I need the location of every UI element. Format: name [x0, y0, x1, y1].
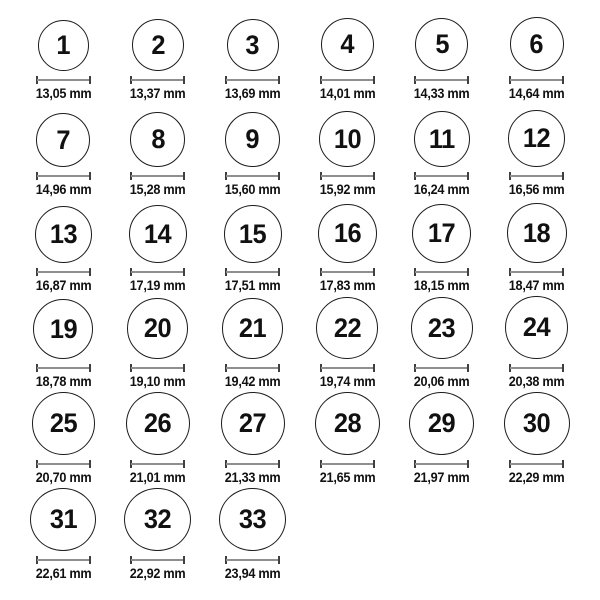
diameter-label: 19,10 mm	[130, 374, 186, 390]
ring-size-item	[489, 392, 584, 488]
diameter-label: 15,60 mm	[224, 182, 281, 198]
ring-size-number: 32	[144, 504, 172, 535]
ring-size-item	[205, 200, 300, 296]
dimension-bar	[415, 175, 468, 177]
ring-size-item	[16, 104, 111, 200]
diameter-dimension-line	[320, 460, 375, 468]
dimension-bar	[131, 79, 184, 81]
ring-size-item	[16, 200, 111, 296]
ring-size-number: 20	[144, 313, 172, 344]
ring-size-item	[16, 296, 111, 392]
diameter-label: 23,94 mm	[224, 566, 281, 582]
ring-size-item	[300, 392, 395, 488]
diameter-dimension-line	[36, 268, 91, 276]
dimension-right-tick	[278, 268, 280, 276]
diameter-dimension-line	[225, 172, 280, 180]
dimension-right-tick	[562, 172, 564, 180]
ring-size-number: 31	[49, 504, 77, 535]
ring-circle	[132, 19, 184, 71]
diameter-dimension-line	[414, 268, 469, 276]
diameter-dimension-line	[414, 460, 469, 468]
dimension-bar	[510, 367, 563, 369]
ring-size-number: 15	[238, 218, 267, 249]
dimension-right-tick	[278, 556, 280, 564]
diameter-dimension-line	[130, 76, 185, 84]
dimension-right-tick	[183, 172, 185, 180]
ring-size-item	[489, 296, 584, 392]
ring-circle	[321, 18, 374, 71]
ring-size-item	[300, 104, 395, 200]
diameter-label: 18,78 mm	[35, 374, 92, 390]
dimension-bar	[415, 463, 468, 465]
dimension-bar	[37, 271, 90, 273]
dimension-right-tick	[467, 268, 469, 276]
diameter-label: 21,97 mm	[414, 470, 470, 486]
ring-size-item	[205, 8, 300, 104]
dimension-bar	[321, 463, 374, 465]
ring-circle	[319, 111, 375, 167]
dimension-right-tick	[562, 460, 564, 468]
ring-size-number: 27	[238, 408, 267, 439]
dimension-bar	[37, 79, 90, 81]
diameter-label: 14,64 mm	[508, 86, 565, 102]
ring-circle	[221, 392, 285, 455]
ring-size-number: 7	[56, 124, 71, 155]
ring-circle	[35, 206, 92, 263]
dimension-right-tick	[183, 460, 185, 468]
diameter-label: 13,37 mm	[130, 86, 186, 102]
ring-size-item	[205, 488, 300, 584]
ring-circle	[505, 296, 568, 359]
dimension-right-tick	[89, 268, 91, 276]
ring-size-number: 14	[144, 218, 172, 249]
ring-size-number: 2	[151, 29, 165, 60]
dimension-right-tick	[467, 460, 469, 468]
diameter-dimension-line	[509, 172, 564, 180]
ring-circle	[33, 299, 93, 359]
ring-size-number: 28	[333, 408, 361, 439]
ring-circle	[415, 18, 468, 71]
dimension-bar	[510, 271, 563, 273]
dimension-right-tick	[467, 76, 469, 84]
diameter-label: 21,33 mm	[224, 470, 281, 486]
ring-size-number: 16	[333, 218, 361, 249]
ring-circle	[129, 205, 187, 263]
diameter-dimension-line	[36, 172, 91, 180]
ring-size-number: 9	[245, 124, 260, 155]
dimension-right-tick	[183, 556, 185, 564]
ring-size-number: 19	[49, 313, 77, 344]
ring-size-number: 17	[428, 218, 456, 249]
ring-size-item	[111, 200, 206, 296]
ring-size-item	[111, 488, 206, 584]
dimension-right-tick	[373, 172, 375, 180]
dimension-bar	[131, 271, 184, 273]
ring-circle	[412, 204, 471, 263]
dimension-bar	[37, 559, 90, 561]
diameter-dimension-line	[130, 556, 185, 564]
diameter-dimension-line	[36, 76, 91, 84]
diameter-label: 14,01 mm	[319, 86, 376, 102]
diameter-dimension-line	[509, 76, 564, 84]
dimension-right-tick	[183, 268, 185, 276]
diameter-label: 15,92 mm	[319, 182, 376, 198]
diameter-dimension-line	[36, 460, 91, 468]
dimension-bar	[131, 559, 184, 561]
diameter-dimension-line	[130, 364, 185, 372]
dimension-bar	[226, 463, 279, 465]
diameter-label: 21,65 mm	[319, 470, 376, 486]
dimension-bar	[131, 175, 184, 177]
dimension-right-tick	[373, 364, 375, 372]
dimension-right-tick	[373, 460, 375, 468]
dimension-right-tick	[562, 364, 564, 372]
ring-circle	[130, 112, 185, 167]
dimension-right-tick	[278, 364, 280, 372]
diameter-dimension-line	[414, 364, 469, 372]
diameter-label: 20,06 mm	[414, 374, 470, 390]
ring-size-item	[395, 200, 490, 296]
dimension-bar	[226, 559, 279, 561]
ring-size-number: 4	[340, 29, 355, 60]
diameter-dimension-line	[225, 364, 280, 372]
diameter-label: 14,33 mm	[414, 86, 470, 102]
diameter-dimension-line	[130, 460, 185, 468]
diameter-label: 22,92 mm	[130, 566, 186, 582]
dimension-right-tick	[278, 460, 280, 468]
ring-size-number: 13	[49, 219, 77, 250]
dimension-right-tick	[278, 76, 280, 84]
ring-size-item	[111, 8, 206, 104]
ring-size-number: 6	[529, 28, 544, 59]
diameter-label: 22,29 mm	[508, 470, 565, 486]
ring-size-item	[111, 296, 206, 392]
ring-size-item	[16, 8, 111, 104]
dimension-right-tick	[467, 172, 469, 180]
dimension-right-tick	[183, 76, 185, 84]
dimension-bar	[510, 463, 563, 465]
ring-size-item	[205, 296, 300, 392]
ring-size-number: 21	[238, 313, 267, 344]
ring-size-number: 11	[429, 123, 455, 154]
dimension-bar	[510, 79, 563, 81]
diameter-dimension-line	[509, 460, 564, 468]
ring-circle	[414, 111, 470, 167]
dimension-right-tick	[89, 76, 91, 84]
dimension-bar	[226, 367, 279, 369]
diameter-label: 17,83 mm	[319, 278, 376, 294]
diameter-label: 15,28 mm	[130, 182, 186, 198]
diameter-label: 16,87 mm	[35, 278, 92, 294]
ring-size-number: 33	[238, 504, 267, 535]
ring-size-item	[395, 392, 490, 488]
diameter-dimension-line	[414, 172, 469, 180]
ring-circle	[227, 19, 279, 71]
ring-size-number: 29	[428, 408, 456, 439]
dimension-right-tick	[373, 268, 375, 276]
diameter-label: 16,24 mm	[414, 182, 470, 198]
ring-size-item	[300, 200, 395, 296]
ring-circle	[225, 112, 280, 167]
dimension-bar	[321, 367, 374, 369]
ring-size-number: 5	[435, 29, 449, 60]
ring-size-item	[205, 104, 300, 200]
dimension-bar	[415, 367, 468, 369]
ring-size-item	[16, 488, 111, 584]
ring-size-item	[489, 200, 584, 296]
ring-size-item	[111, 392, 206, 488]
dimension-bar	[131, 367, 184, 369]
diameter-label: 19,74 mm	[319, 374, 376, 390]
diameter-label: 21,01 mm	[130, 470, 186, 486]
ring-size-number: 25	[49, 408, 77, 439]
diameter-label: 20,38 mm	[508, 374, 565, 390]
ring-circle	[409, 392, 474, 455]
dimension-bar	[321, 271, 374, 273]
diameter-label: 17,51 mm	[224, 278, 281, 294]
diameter-dimension-line	[225, 460, 280, 468]
diameter-dimension-line	[320, 364, 375, 372]
dimension-right-tick	[89, 172, 91, 180]
dimension-right-tick	[183, 364, 185, 372]
dimension-bar	[226, 175, 279, 177]
ring-circle	[124, 488, 191, 551]
ring-size-number: 8	[151, 124, 165, 155]
ring-size-item	[16, 392, 111, 488]
ring-circle	[36, 113, 90, 167]
ring-circle	[126, 392, 190, 455]
ring-size-number: 3	[245, 29, 260, 60]
dimension-bar	[37, 463, 90, 465]
ring-circle	[32, 392, 95, 455]
ring-circle	[30, 488, 96, 551]
diameter-label: 19,42 mm	[224, 374, 281, 390]
diameter-dimension-line	[130, 268, 185, 276]
diameter-dimension-line	[36, 364, 91, 372]
diameter-dimension-line	[36, 556, 91, 564]
ring-size-number: 23	[428, 312, 456, 343]
diameter-dimension-line	[320, 172, 375, 180]
diameter-label: 16,56 mm	[508, 182, 565, 198]
ring-circle	[508, 110, 565, 167]
ring-size-item	[489, 104, 584, 200]
dimension-bar	[321, 79, 374, 81]
diameter-dimension-line	[320, 268, 375, 276]
ring-size-item	[111, 104, 206, 200]
dimension-bar	[415, 79, 468, 81]
ring-size-number: 1	[56, 30, 71, 61]
ring-circle	[219, 488, 286, 551]
diameter-dimension-line	[509, 364, 564, 372]
ring-circle	[38, 20, 89, 71]
ring-circle	[411, 297, 473, 359]
diameter-label: 13,05 mm	[35, 86, 92, 102]
ring-circle	[504, 392, 570, 455]
ring-size-item	[395, 8, 490, 104]
dimension-bar	[321, 175, 374, 177]
dimension-bar	[415, 271, 468, 273]
dimension-right-tick	[89, 460, 91, 468]
ring-size-number: 30	[522, 408, 551, 439]
dimension-right-tick	[278, 172, 280, 180]
diameter-label: 14,96 mm	[35, 182, 92, 198]
ring-circle	[224, 205, 282, 263]
dimension-bar	[37, 367, 90, 369]
diameter-dimension-line	[320, 76, 375, 84]
dimension-right-tick	[562, 76, 564, 84]
ring-size-number: 22	[333, 312, 361, 343]
ring-size-number: 26	[144, 408, 172, 439]
ring-circle	[507, 203, 567, 263]
dimension-bar	[37, 175, 90, 177]
dimension-bar	[226, 79, 279, 81]
ring-size-item	[489, 8, 584, 104]
diameter-label: 18,47 mm	[508, 278, 565, 294]
ring-circle	[127, 298, 188, 359]
diameter-label: 20,70 mm	[35, 470, 92, 486]
ring-size-number: 24	[522, 312, 551, 343]
ring-circle	[510, 17, 564, 71]
diameter-label: 17,19 mm	[130, 278, 186, 294]
ring-size-item	[205, 392, 300, 488]
dimension-bar	[131, 463, 184, 465]
ring-circle	[316, 297, 378, 359]
ring-size-item	[395, 104, 490, 200]
diameter-dimension-line	[225, 268, 280, 276]
ring-circle	[318, 204, 377, 263]
ring-circle	[222, 298, 283, 359]
dimension-right-tick	[373, 76, 375, 84]
dimension-right-tick	[89, 364, 91, 372]
diameter-label: 13,69 mm	[224, 86, 281, 102]
diameter-dimension-line	[225, 556, 280, 564]
ring-size-number: 12	[522, 123, 551, 154]
dimension-right-tick	[467, 364, 469, 372]
dimension-bar	[226, 271, 279, 273]
ring-size-item	[300, 296, 395, 392]
dimension-bar	[510, 175, 563, 177]
dimension-right-tick	[562, 268, 564, 276]
ring-size-item	[395, 296, 490, 392]
diameter-dimension-line	[225, 76, 280, 84]
dimension-right-tick	[89, 556, 91, 564]
diameter-dimension-line	[414, 76, 469, 84]
diameter-dimension-line	[130, 172, 185, 180]
ring-size-number: 10	[333, 123, 361, 154]
ring-size-number: 18	[522, 217, 551, 248]
diameter-label: 18,15 mm	[414, 278, 470, 294]
diameter-dimension-line	[509, 268, 564, 276]
diameter-label: 22,61 mm	[35, 566, 92, 582]
ring-circle	[315, 392, 380, 455]
ring-size-item	[300, 8, 395, 104]
